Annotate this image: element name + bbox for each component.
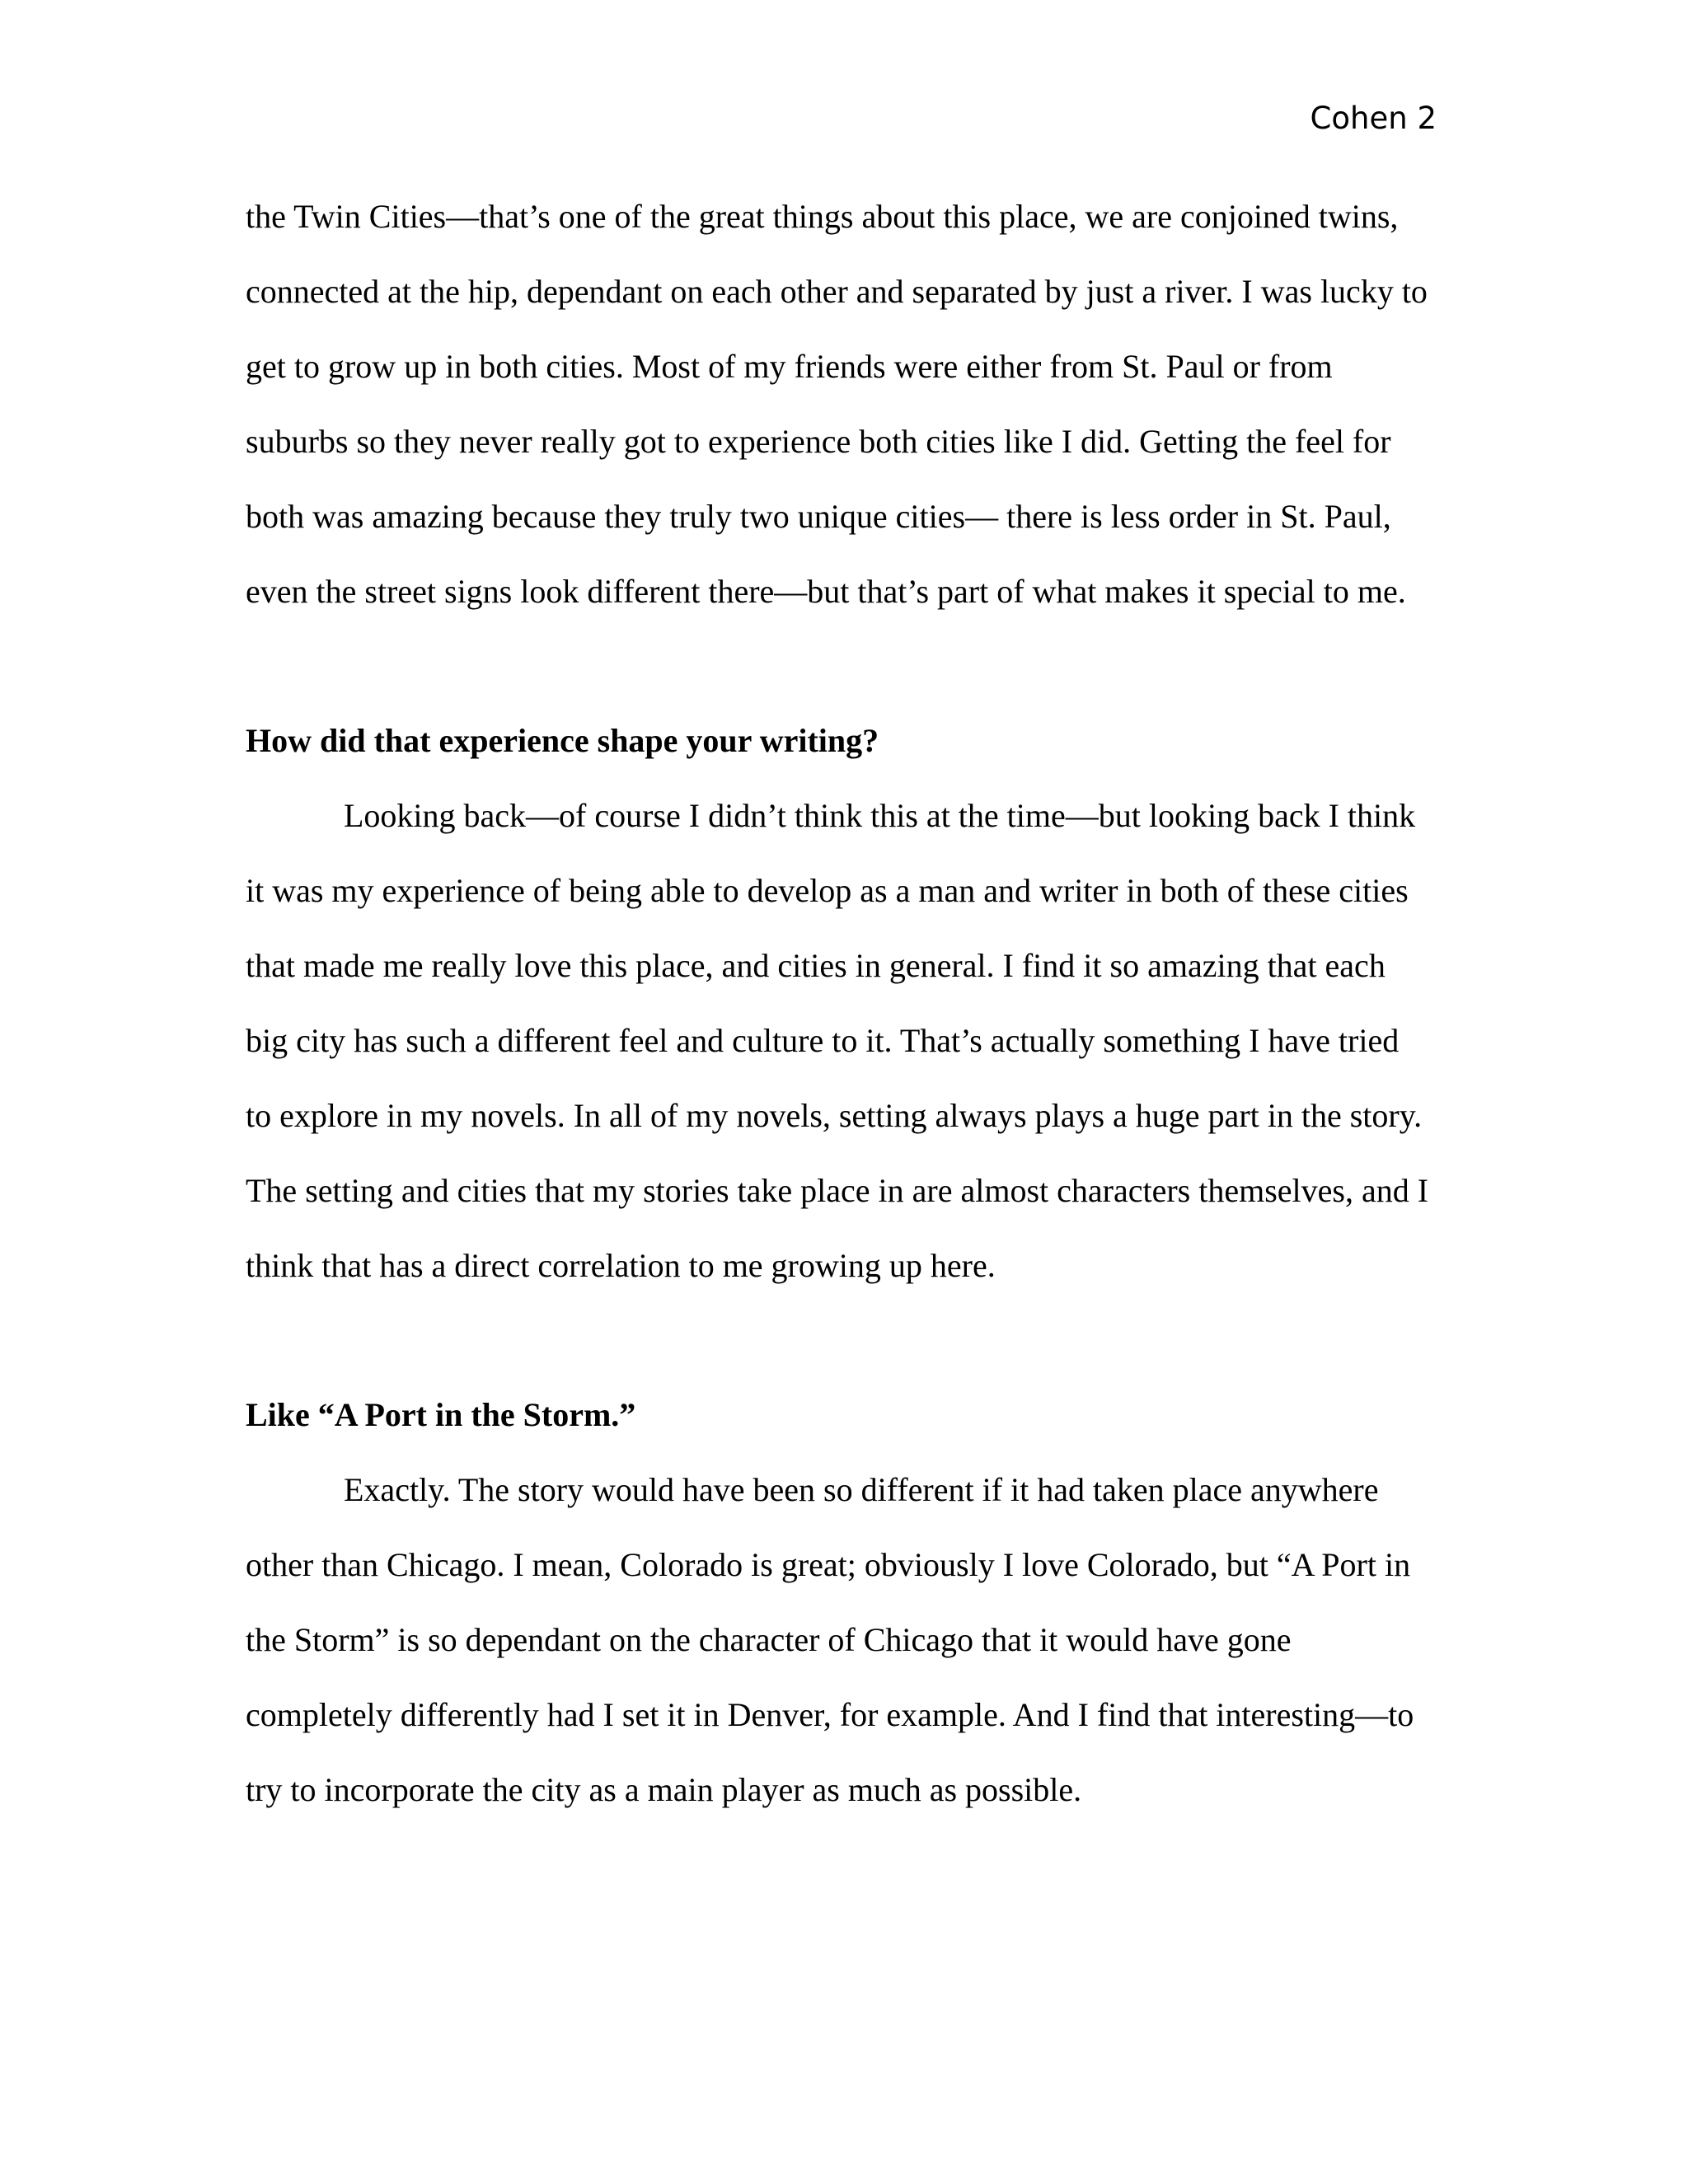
answer-first-line: Exactly. The story would have been so different if it had taken place anywhere	[344, 1471, 1379, 1508]
body-line: to explore in my novels. In all of my novels, setting always plays a huge part in the story.	[246, 1097, 1423, 1134]
answer-first-line: Looking back—of course I didn’t think this at the time—but looking back I think	[344, 797, 1416, 834]
body-line: the Twin Cities—that’s one of the great things about this place, we are conjoined twins,	[246, 198, 1399, 235]
body-line: it was my experience of being able to develop as a man and writer in both of these cities	[246, 872, 1409, 909]
body-line: completely differently had I set it in Denver, for example. And I find that interesting—to	[246, 1696, 1414, 1733]
body-line: that made me really love this place, and cities in general. I find it so amazing that each	[246, 947, 1386, 984]
body-line: get to grow up in both cities. Most of my friends were either from St. Paul or from	[246, 348, 1333, 385]
body-line: both was amazing because they truly two unique cities— there is less order in St. Paul,	[246, 498, 1391, 535]
interview-question: Like “A Port in the Storm.”	[246, 1396, 636, 1433]
body-line: think that has a direct correlation to me growing up here.	[246, 1247, 996, 1284]
body-line: The setting and cities that my stories take place in are almost characters themselves, and I	[246, 1172, 1429, 1209]
body-line: suburbs so they never really got to experience both cities like I did. Getting the feel for	[246, 423, 1391, 460]
running-head: Cohen 2	[1310, 101, 1437, 136]
body-line: try to incorporate the city as a main player as much as possible.	[246, 1771, 1082, 1808]
interview-question: How did that experience shape your writing?	[246, 722, 879, 759]
body-line: big city has such a different feel and culture to it. That’s actually something I have tried	[246, 1022, 1400, 1059]
body-line: other than Chicago. I mean, Colorado is great; obviously I love Colorado, but “A Port in	[246, 1546, 1411, 1583]
body-line: connected at the hip, dependant on each other and separated by just a river. I was lucky to	[246, 273, 1428, 310]
body-line: the Storm” is so dependant on the character of Chicago that it would have gone	[246, 1621, 1292, 1658]
body-line: even the street signs look different there—but that’s part of what makes it special to me.	[246, 573, 1406, 610]
